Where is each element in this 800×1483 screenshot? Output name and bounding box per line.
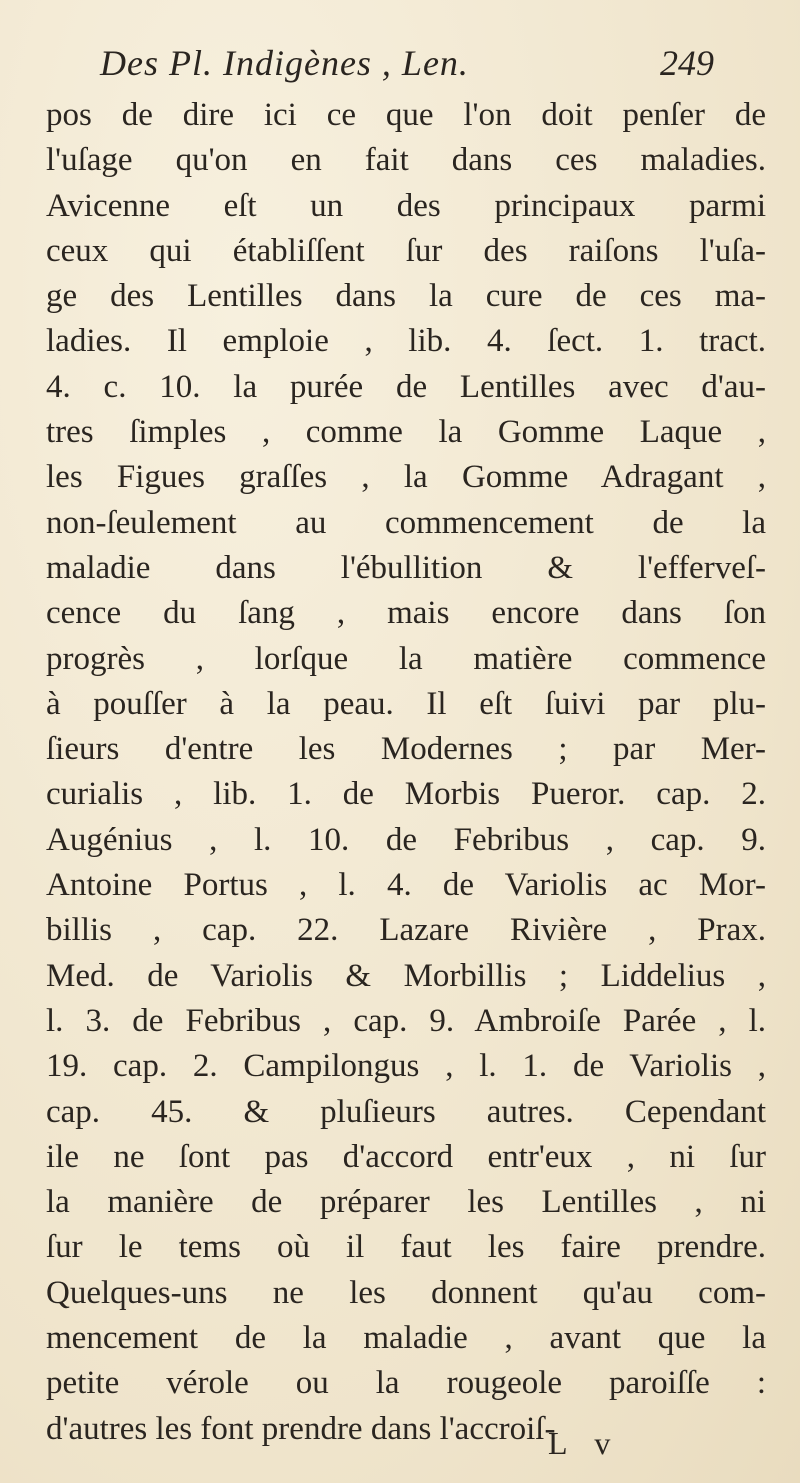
text-line: l'uſage qu'on en fait dans ces maladies. (46, 142, 766, 179)
text-line: billis , cap. 22. Lazare Rivière , Prax. (46, 912, 766, 949)
text-line: cence du ſang , mais encore dans ſon (46, 595, 766, 632)
text-line: Quelques-uns ne les donnent qu'au com- (46, 1274, 766, 1311)
signature-mark: L v (548, 1425, 621, 1461)
text-line: curialis , lib. 1. de Morbis Pueror. cap. 2. (46, 776, 766, 813)
text-line: pos de dire ici ce que l'on doit penſer de (46, 97, 766, 133)
text-line: petite vérole ou la rougeole paroiſſe : (46, 1365, 766, 1402)
text-line: non-ſeulement au commencement de la (46, 504, 766, 541)
text-line: Augénius , l. 10. de Febribus , cap. 9. (46, 821, 766, 858)
running-title: Des Pl. Indigènes , Len. (100, 43, 469, 83)
text-line: ſur le tems où il faut les faire prendre. (46, 1229, 766, 1266)
text-line: 19. cap. 2. Campilongus , l. 1. de Variolis , (46, 1048, 766, 1085)
text-line: la manière de préparer les Lentilles , ni (46, 1184, 766, 1221)
text-line: progrès , lorſque la matière commence (46, 640, 766, 677)
text-line: ladies. Il emploie , lib. 4. ſect. 1. tract. (46, 323, 766, 360)
text-line: ile ne ſont pas d'accord entr'eux , ni ſur (46, 1138, 766, 1175)
text-line: à pouſſer à la peau. Il eſt ſuivi par plu- (46, 685, 766, 722)
text-line: maladie dans l'ébullition & l'efferveſ- (46, 549, 766, 586)
text-line: d'autres les font prendre dans l'accroiſ- (46, 1410, 556, 1447)
body-text (46, 93, 766, 1452)
text-line: les Figues graſſes , la Gomme Adragant , (46, 459, 766, 496)
page-number: 249 (660, 43, 714, 83)
running-header (0, 42, 800, 92)
text-line: Med. de Variolis & Morbillis ; Liddelius , (46, 957, 766, 994)
text-line: mencement de la maladie , avant que la (46, 1320, 766, 1357)
text-line: ge des Lentilles dans la cure de ces ma- (46, 278, 766, 315)
text-line: 4. c. 10. la purée de Lentilles avec d'au- (46, 368, 766, 405)
text-line: ceux qui établiſſent ſur des raiſons l'uſa- (46, 232, 766, 269)
text-line: Avicenne eſt un des principaux parmi (46, 187, 766, 224)
text-line: tres ſimples , comme la Gomme Laque , (46, 414, 766, 451)
text-line: l. 3. de Febribus , cap. 9. Ambroiſe Parée , l. (46, 1002, 766, 1039)
text-line: Antoine Portus , l. 4. de Variolis ac Mor- (46, 867, 766, 904)
text-line: cap. 45. & pluſieurs autres. Cependant (46, 1093, 766, 1130)
text-line: ſieurs d'entre les Modernes ; par Mer- (46, 731, 766, 768)
